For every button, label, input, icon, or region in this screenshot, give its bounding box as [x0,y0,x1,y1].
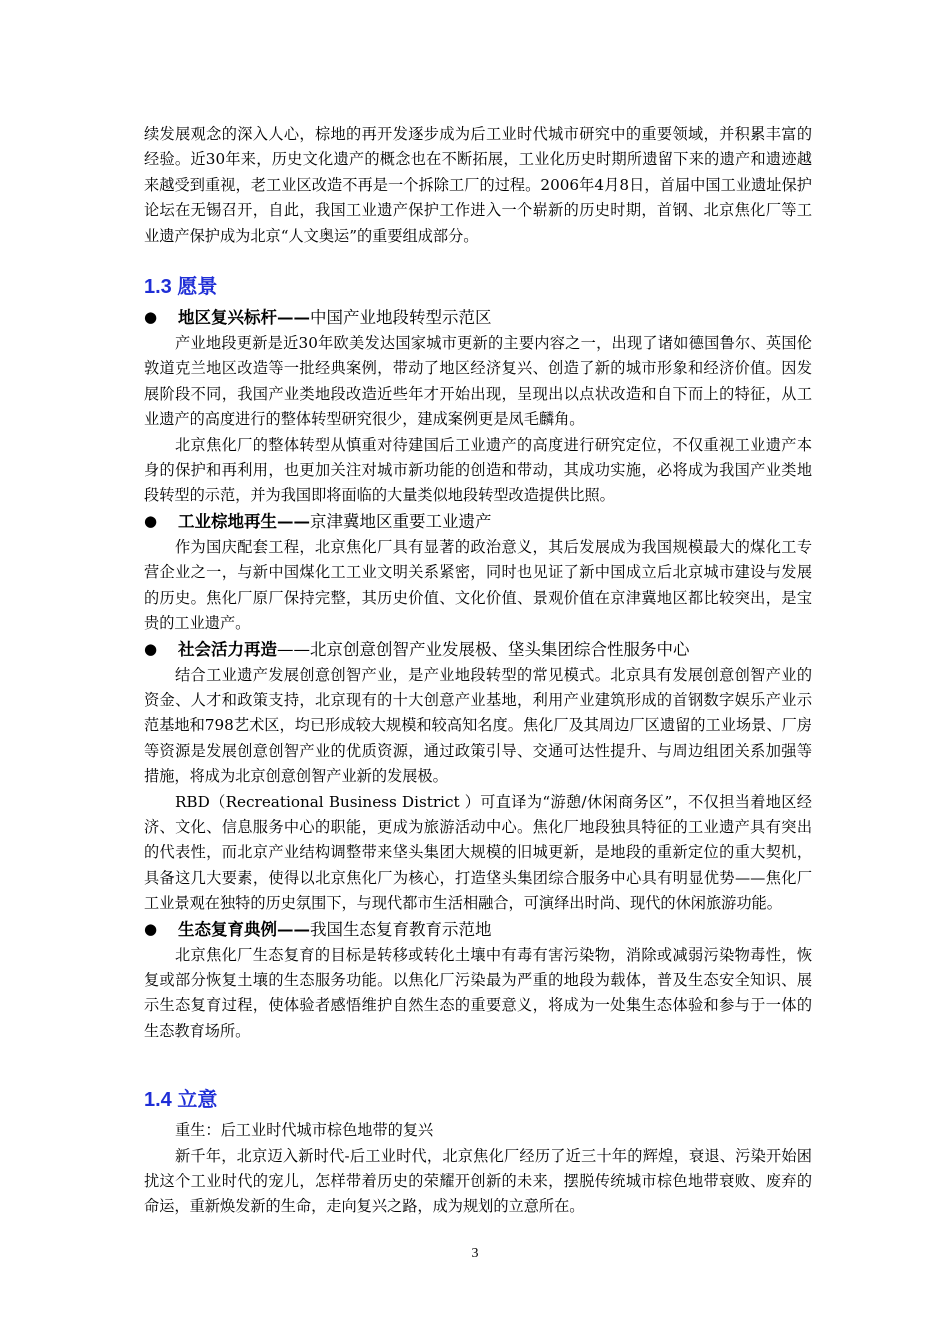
bullet-subtitle: ——北京创意创智产业发展极、垡头集团综合性服务中心 [277,639,690,659]
bullet-bold-label: 社会活力再造 [178,639,277,659]
bullet-dot-icon: ● [144,308,158,327]
bullet-subtitle: 我国生态复育教育示范地 [310,919,492,939]
bullet-dot-icon: ● [144,639,158,658]
bullet-dot-icon: ● [144,512,158,531]
bullet-dot-icon: ● [144,919,158,938]
bullet-subtitle: 京津冀地区重要工业遗产 [310,512,492,532]
bullet-heading [144,917,812,943]
body-paragraph: RBD（Recreational Business District ）可直译为“游憩/休闲商务区”，不仅担当着地区经济、文化、信息服务中心的职能，更成为旅游活动中心。焦化厂地段独具特征的工业遗产具有突出的代表性，而北京产业结构调整带来垡头集团大规模的旧城更新，是地段的重新定位的重大契机，具备这几大要素，使得以北京焦化厂为核心，打造垡头集团综合服务中心具有明显优势——焦化厂工业景观在独特的历史氛围下，与现代都市生活相融合，可演绎出时尚、现代的休闲旅游功能。 [144,792,812,913]
bullet-bold-label: 工业棕地再生—— [178,512,310,532]
body-paragraph: 北京焦化厂的整体转型从慎重对待建国后工业遗产的高度进行研究定位，不仅重视工业遗产本身的保护和再利用，也更加关注对城市新功能的创造和带动，其成功实施，必将成为我国产业类地段转型的示范，并为我国即将面临的大量类似地段转型改造提供比照。 [144,435,812,505]
section-heading-1-3: 1.3 愿景 [144,276,218,299]
page-number: 3 [471,1246,479,1261]
intro-paragraph: 续发展观念的深入人心，棕地的再开发逐步成为后工业时代城市研究中的重要领域，并积累丰富的经验。近30年来，历史文化遗产的概念也在不断拓展，工业化历史时期所遗留下来的遗产和遗迹越来越受到重视，老工业区改造不再是一个拆除工厂的过程。2006年4月8日，首届中国工业遗址保护论坛在无锡召开，自此，我国工业遗产保护工作进入一个崭新的历史时期，首钢、北京焦化厂等工业遗产保护成为北京“人文奥运”的重要组成部分。 [144,125,812,245]
bullet-heading [144,509,812,535]
section-heading-1-4: 1.4 立意 [144,1089,218,1112]
body-paragraph: 北京焦化厂生态复育的目标是转移或转化土壤中有毒有害污染物，消除或减弱污染物毒性，恢复或部分恢复土壤的生态服务功能。以焦化厂污染最为严重的地段为载体，普及生态安全知识、展示生态复育过程，使体验者感悟维护自然生态的重要意义，将成为一处集生态体验和参与于一体的生态教育场所。 [144,945,812,1040]
body-paragraph: 作为国庆配套工程，北京焦化厂具有显著的政治意义，其后发展成为我国规模最大的煤化工专营企业之一，与新中国煤化工工业文明关系紧密，同时也见证了新中国成立后北京城市建设与发展的历史。焦化厂原厂保持完整，其历史价值、文化价值、景观价值在京津冀地区都比较突出，是宝贵的工业遗产。 [144,537,812,633]
bullet-bold-label: 生态复育典例—— [178,919,310,939]
body-paragraph: 新千年，北京迈入新时代-后工业时代，北京焦化厂经历了近三十年的辉煌，衰退、污染开始困扰这个工业时代的宠儿，怎样带着历史的荣耀开创新的未来，摆脱传统城市棕色地带衰败、废弃的命运，重新焕发新的生命，走向复兴之路，成为规划的立意所在。 [144,1146,812,1216]
bullet-heading [144,637,812,663]
document-page [144,122,812,1220]
bullet-heading [144,305,812,331]
body-paragraph: 产业地段更新是近30年欧美发达国家城市更新的主要内容之一，出现了诸如德国鲁尔、英国伦敦道克兰地区改造等一批经典案例，带动了地区经济复兴、创造了新的城市形象和经济价值。因发展阶段不同，我国产业类地段改造近些年才开始出现，呈现出以点状改造和自下而上的特征，从工业遗产的高度进行的整体转型研究很少，建成案例更是凤毛麟角。 [144,334,812,429]
bullet-subtitle: 中国产业地段转型示范区 [310,308,492,328]
body-paragraph: 结合工业遗产发展创意创智产业，是产业地段转型的常见模式。北京具有发展创意创智产业的资金、人才和政策支持，北京现有的十大创意产业基地，利用产业建筑形成的首钢数字娱乐产业示范基地和798艺术区，均已形成较大规模和较高知名度。焦化厂及其周边厂区遗留的工业场景、厂房等资源是发展创意创智产业的优质资源，通过政策引导、交通可达性提升、与周边组团关系加强等措施，将成为北京创意创智产业新的发展极。 [144,665,812,786]
section-subtitle: 重生：后工业时代城市棕色地带的复兴 [175,1121,434,1140]
bullet-bold-label: 地区复兴标杆—— [178,308,310,328]
